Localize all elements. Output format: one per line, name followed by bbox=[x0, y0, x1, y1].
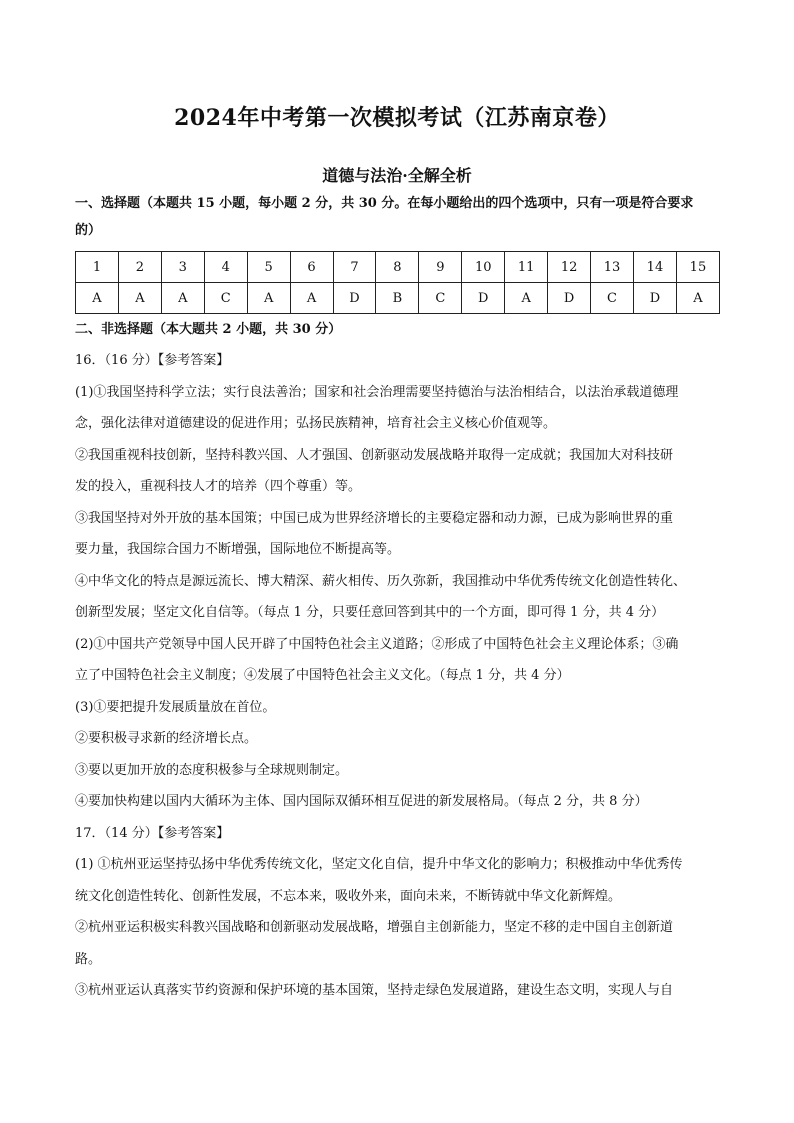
question-16-title: 16．（16 分）【参考答案】 bbox=[75, 353, 230, 368]
answer-line: 统文化创造性转化、创新性发展，不忘本来，吸收外来，面向未来，不断铸就中华文化新辉煌。 bbox=[75, 888, 622, 904]
answer-cell: B bbox=[376, 283, 419, 314]
answer-body bbox=[75, 345, 723, 1007]
question-number-cell: 4 bbox=[204, 252, 247, 283]
answer-line: ③我国坚持对外开放的基本国策；中国已成为世界经济增长的主要稳定器和动力源，已成为影响世界的重 bbox=[75, 510, 674, 526]
question-number-cell: 5 bbox=[247, 252, 290, 283]
question-number-cell: 13 bbox=[591, 252, 634, 283]
answer-cell: C bbox=[204, 283, 247, 314]
answer-cell: A bbox=[290, 283, 333, 314]
question-number-cell: 8 bbox=[376, 252, 419, 283]
answer-cell: D bbox=[462, 283, 505, 314]
answer-cell: D bbox=[633, 283, 676, 314]
answer-line: 念，强化法律对道德建设的促进作用；弘扬民族精神，培育社会主义核心价值观等。 bbox=[75, 416, 557, 431]
answer-cell: C bbox=[419, 283, 462, 314]
answer-line: (3)①要把提升发展质量放在首位。 bbox=[75, 699, 276, 715]
answer-cell: A bbox=[161, 283, 204, 314]
question-number-cell: 11 bbox=[505, 252, 548, 283]
question-number-cell: 7 bbox=[333, 252, 376, 283]
question-number-cell: 3 bbox=[161, 252, 204, 283]
answer-cell: A bbox=[247, 283, 290, 314]
section2-heading: 二、非选择题（本大题共 2 小题，共 30 分） bbox=[75, 322, 342, 337]
answer-line: (2)①中国共产党领导中国人民开辟了中国特色社会主义道路；②形成了中国特色社会主义理论体系；③确 bbox=[75, 636, 679, 652]
question-number-cell: 10 bbox=[462, 252, 505, 283]
answer-cell: C bbox=[591, 283, 634, 314]
answer-line: 创新型发展；坚定文化自信等。（每点 1 分，只要任意回答到其中的一个方面，即可得 1 分，共 4 分） bbox=[75, 605, 665, 620]
answer-cell: D bbox=[548, 283, 591, 314]
answer-cell: D bbox=[333, 283, 376, 314]
question-number-cell: 6 bbox=[290, 252, 333, 283]
answer-line: ②杭州亚运积极实科教兴国战略和创新驱动发展战略，增强自主创新能力，坚定不移的走中国自主创新道 bbox=[75, 920, 674, 935]
answer-cell: A bbox=[76, 283, 119, 314]
answer-line: ④要加快构建以国内大循环为主体、国内国际双循环相互促进的新发展格局。（每点 2 分，共 8 分） bbox=[75, 794, 648, 809]
page-subtitle: 道德与法治·全解全析 bbox=[322, 166, 472, 185]
answer-line: 路。 bbox=[75, 951, 102, 967]
answer-cell: A bbox=[505, 283, 548, 314]
answer-line: ②我国重视科技创新，坚持科教兴国、人才强国、创新驱动发展战略并取得一定成就；我国加大对科技研 bbox=[75, 447, 674, 463]
answer-line: 发的投入，重视科技人才的培养（四个尊重）等。 bbox=[75, 479, 362, 494]
section1-heading-line2: 的） bbox=[75, 223, 102, 238]
page-title: 2024年中考第一次模拟考试（江苏南京卷） bbox=[174, 105, 620, 131]
answer-table-number-row bbox=[76, 252, 720, 283]
answer-line: 立了中国特色社会主义制度；④发展了中国特色社会主义文化。（每点 1 分，共 4 分） bbox=[75, 668, 570, 683]
question-number-cell: 9 bbox=[419, 252, 462, 283]
answer-line: ③杭州亚运认真落实节约资源和保护环境的基本国策，坚持走绿色发展道路，建设生态文明，实现人与自 bbox=[75, 983, 674, 998]
answer-line: ③要以更加开放的态度积极参与全球规则制定。 bbox=[75, 762, 349, 778]
question-number-cell: 1 bbox=[76, 252, 119, 283]
answer-line: (1) ①杭州亚运坚持弘扬中华优秀传统文化，坚定文化自信，提升中华文化的影响力；积极推动中华优秀传 bbox=[75, 857, 683, 872]
answer-cell: A bbox=[676, 283, 719, 314]
answer-line: ②要积极寻求新的经济增长点。 bbox=[75, 731, 258, 746]
question-17-title: 17．（14 分）【参考答案】 bbox=[75, 825, 230, 841]
question-number-cell: 14 bbox=[633, 252, 676, 283]
answer-line: 要力量，我国综合国力不断增强，国际地位不断提高等。 bbox=[75, 542, 401, 557]
question-number-cell: 2 bbox=[118, 252, 161, 283]
question-number-cell: 15 bbox=[676, 252, 719, 283]
section1-heading-line1: 一、选择题（本题共 15 小题，每小题 2 分，共 30 分。在每小题给出的四个选项中，只有一项是符合要求 bbox=[75, 196, 694, 211]
answer-line: (1)①我国坚持科学立法；实行良法善治；国家和社会治理需要坚持德治与法治相结合，以法治承载道德理 bbox=[75, 384, 679, 400]
answer-line: ④中华文化的特点是源远流长、博大精深、薪火相传、历久弥新，我国推动中华优秀传统文化创造性转化、 bbox=[75, 573, 687, 589]
answer-cell: A bbox=[118, 283, 161, 314]
question-number-cell: 12 bbox=[548, 252, 591, 283]
answer-table-answer-row bbox=[76, 283, 720, 314]
answer-table bbox=[75, 251, 720, 314]
